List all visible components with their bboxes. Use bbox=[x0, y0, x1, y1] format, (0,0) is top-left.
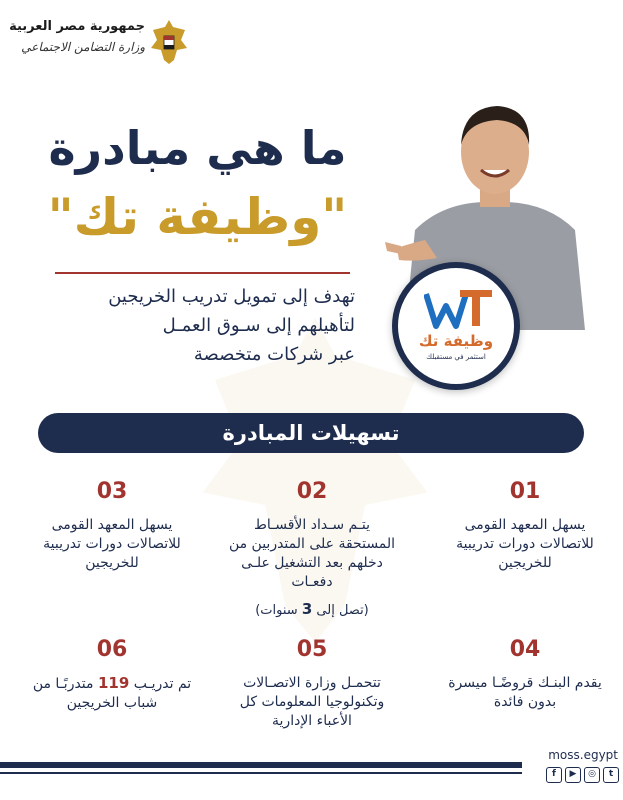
gov-title: جمهورية مصر العربية bbox=[9, 19, 145, 34]
intro-line: عبر شركات متخصصة bbox=[193, 344, 355, 365]
intro-line: لتأهيلهم إلى سـوق العمـل bbox=[162, 315, 355, 336]
feature-04 bbox=[440, 636, 610, 712]
feature-text: يسهل المعهد القومى للاتصالات دورات تدريبية للخريجين bbox=[456, 517, 594, 571]
logo-wt-mark-icon bbox=[424, 286, 494, 331]
section-banner bbox=[38, 413, 584, 453]
youtube-icon[interactable]: ▶ bbox=[565, 767, 581, 783]
facebook-icon[interactable]: f bbox=[546, 767, 562, 783]
wazifa-tech-logo bbox=[392, 262, 520, 390]
feature-02 bbox=[227, 478, 397, 620]
trainee-count: 119 bbox=[97, 674, 130, 692]
feature-number: 06 bbox=[96, 637, 128, 662]
feature-text: تتحمـل وزارة الاتصـالات وتكنولوجيا المعلومات كل الأعباء الإدارية bbox=[239, 675, 385, 729]
feature-note bbox=[227, 600, 397, 620]
ministry-name: وزارة التضامن الاجتماعي bbox=[21, 40, 145, 54]
section-title: تسهيلات المبادرة bbox=[222, 421, 400, 445]
headline-question: ما هي مبادرة bbox=[48, 121, 347, 175]
instagram-icon[interactable]: ◎ bbox=[584, 767, 600, 783]
social-handle[interactable]: moss.egypt bbox=[548, 748, 618, 762]
social-icons bbox=[543, 767, 619, 783]
egypt-eagle-icon bbox=[150, 18, 188, 66]
logo-name: وظيفة تك bbox=[418, 332, 494, 350]
note-prefix: (تصل إلى bbox=[316, 603, 369, 618]
logo-tagline: استثمر في مستقبلك bbox=[426, 353, 486, 361]
feature-number: 04 bbox=[509, 637, 541, 662]
headline-initiative-name: "وظيفة تك" bbox=[47, 188, 348, 246]
feature-text bbox=[27, 674, 197, 713]
intro-text bbox=[40, 282, 355, 369]
feature-03 bbox=[27, 478, 197, 573]
feature-number: 01 bbox=[509, 479, 541, 504]
footer-bar bbox=[0, 762, 522, 768]
feature-number: 03 bbox=[96, 479, 128, 504]
twitter-icon[interactable]: t bbox=[603, 767, 619, 783]
feature-number: 02 bbox=[296, 479, 328, 504]
divider bbox=[55, 272, 350, 274]
feature-01 bbox=[440, 478, 610, 573]
note-suffix: سنوات) bbox=[255, 603, 298, 618]
feature-05 bbox=[227, 636, 397, 731]
feature-06 bbox=[27, 636, 197, 713]
intro-line: تهدف إلى تمويل تدريب الخريجين bbox=[108, 286, 355, 307]
feature-text: يسهل المعهد القومى للاتصالات دورات تدريبية للخريجين bbox=[43, 517, 181, 571]
feature-text: يتـم سـداد الأقسـاط المستحقة على المتدربين من دخلهم بعد التشغيل علـى دفعـات bbox=[228, 517, 396, 590]
government-header bbox=[5, 18, 145, 55]
footer-line bbox=[0, 772, 522, 774]
note-value: 3 bbox=[301, 600, 313, 618]
feature-text: يقدم البنـك قروضًـا ميسرة بدون فائدة bbox=[448, 675, 602, 710]
text-prefix: تم تدريـب bbox=[133, 676, 192, 692]
text-suffix: متدربًـا من شباب الخريجين bbox=[32, 676, 158, 711]
feature-number: 05 bbox=[296, 637, 328, 662]
